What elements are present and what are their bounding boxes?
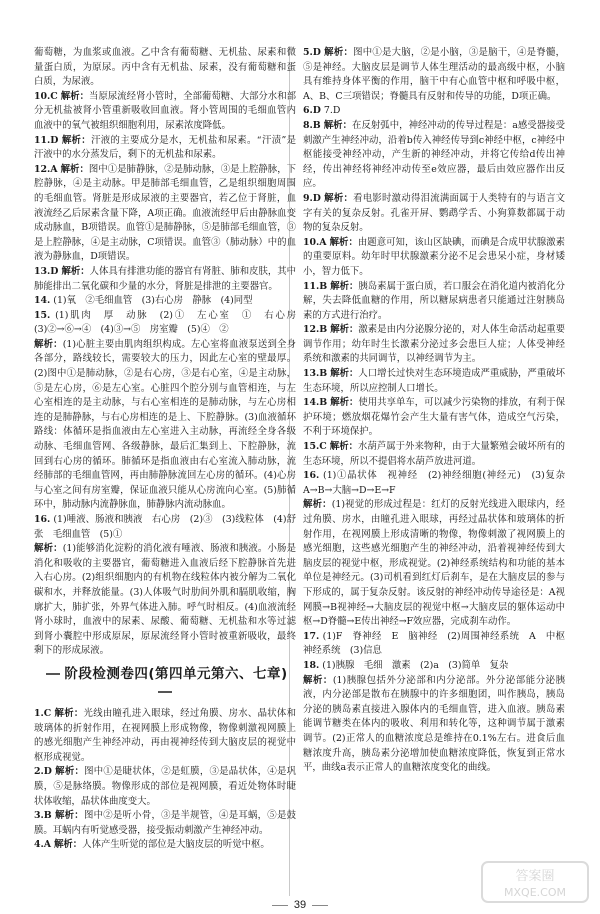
analysis-label: 解析： — [34, 338, 63, 350]
answer-text: 使用共享单车，可以减少污染物的排放，有利于保护环境；燃放烟花爆竹会产生大量有害气体，造成空气污染，不利于环境保护。 — [303, 397, 565, 438]
answer-item — [34, 163, 296, 265]
watermark-text-bottom: MXQE.COM — [504, 886, 566, 899]
answer-number: 14.B — [303, 397, 328, 409]
answer-number: 4.A — [34, 839, 52, 851]
analysis-label: 解析： — [54, 839, 83, 851]
answer-item — [34, 338, 296, 513]
answer-number: 1.C — [34, 707, 52, 719]
answer-item — [303, 280, 565, 324]
answer-number: 6.D — [303, 105, 321, 117]
analysis-label: 解析： — [324, 192, 354, 204]
answer-item — [34, 309, 306, 338]
answer-number: 12.B — [303, 324, 328, 336]
answer-item — [34, 265, 296, 294]
answer-text: 看电影时激动得泪流满面属于人类特有的与语言文字有关的复杂反射。孔雀开屏、鹦鹉学舌、小狗算数都属于动物的复杂反射。 — [303, 192, 565, 234]
answer-item — [303, 104, 565, 119]
analysis-label: 解析： — [329, 236, 358, 248]
analysis-label: 解析： — [323, 119, 353, 131]
answer-item — [303, 469, 575, 498]
answer-number: 3.B — [34, 810, 52, 822]
answer-item — [34, 765, 296, 809]
answer-item — [303, 630, 565, 659]
answer-text: (1)F 脊神经 E 脑神经 (2)周围神经系统 A 中枢神经系统 (3)信息 — [303, 630, 565, 657]
analysis-label: 解析： — [55, 766, 85, 778]
answer-number: 9.D — [303, 192, 321, 204]
answer-text: (1)胰腺包括外分泌部和内分泌部。外分泌部能分泌胰液，内分泌部是散布在胰腺中的许多细胞团，叫作胰岛，胰岛分泌的胰岛素直接进入腺体内的毛细血管，进入血液。胰岛素能调节糖类在体内的吸收、利用和转化等，这种调节属于激素调节。(2)正常人的血糖浓度总是维持在0.1%左右。进食后血糖浓度升高，胰岛素分泌增加使血糖浓度降低，恢复到正常水平，曲线a表示正常人的血糖浓度变化的曲线。 — [303, 674, 565, 774]
answer-text: (1)氧 ②毛细血管 (3)右心房 静脉 (4)同型 — [53, 295, 253, 307]
answer-number: 17. — [303, 630, 320, 642]
answer-number: 15.C — [303, 441, 327, 453]
analysis-label: 解析： — [303, 674, 333, 686]
answer-item — [303, 119, 565, 192]
answer-number: 15. — [34, 309, 51, 321]
answer-number: 10.A — [303, 236, 327, 248]
analysis-label: 解析： — [330, 397, 359, 409]
answer-text: (1)能够消化淀粉的消化液有唾液、肠液和胰液。小肠是消化和吸收的主要器官，葡萄糖进入血液后经下腔静脉首先进入右心房。(2)组织细胞内的有机物在线粒体内被分解为二氧化碳和水，并释放能量。(3)人体吸气时肋间外肌和膈肌收缩，胸廓扩大，肺扩张，外界气体进入肺。呼气时相反。(4)血液流经肾小球时，血液中的尿素、尿酸、葡萄糖、无机盐和水等过滤到肾小囊腔中形成原尿，原尿流经肾小管时被重新吸收，最终剩下的形成尿液。 — [34, 543, 296, 657]
analysis-label: 解析： — [54, 810, 84, 822]
answer-number: 16. — [303, 470, 320, 482]
analysis-label: 解析： — [34, 543, 63, 555]
analysis-label: 解析： — [330, 368, 359, 380]
analysis-label: 解析： — [330, 280, 359, 292]
analysis-label: 解析： — [324, 47, 354, 58]
answer-number: 5.D — [303, 47, 321, 58]
watermark-text-top: 答案圈 — [515, 869, 555, 884]
answer-item — [303, 236, 565, 280]
watermark-logo — [480, 858, 590, 906]
answer-text: 图中②是听小骨，③是半规管，④是耳蜗，⑤是鼓膜。耳蜗内有听觉感受器，接受振动刺激产生神经冲动。 — [34, 810, 296, 836]
answer-item — [303, 367, 565, 396]
answer-text: (1)唾液、肠液和胰液 右心房 (2)③ (3)线粒体 (4)舒张 毛细血管 (5)① — [34, 514, 297, 540]
answer-number: 14. — [34, 295, 51, 307]
answer-item — [303, 659, 565, 674]
answer-number: 13.D — [34, 265, 59, 277]
answer-text: 图中①是肺静脉，②是肺动脉，③是上腔静脉，下腔静脉，④是主动脉。甲是肺部毛细血管，乙是组织细胞周围的毛细血管。肾脏是形成尿液的主要器官，若乙位于肾脏，血液流经乙后尿素含量下降，A项正确。血液流经甲后由静脉血变成动脉血，B项错误。血管①是肺静脉，⑤是肺部毛细血管，③是上腔静脉，④是主动脉，C项错误。血管③（肺动脉）中的血液为静脉血，D项错误。 — [34, 163, 296, 263]
answer-text: 在反射弧中，神经冲动的传导过程是：a感受器接受刺激产生神经冲动，沿着b传入神经传导到c神经中枢，c神经中枢能接受神经冲动，产生新的神经冲动，并将它传给d传出神经，传出神经将神经冲动传至e效应器，最后由效应器作出反应。 — [303, 119, 565, 190]
answer-text: 激素是由内分泌腺分泌的，对人体生命活动起重要调节作用；幼年时生长激素分泌过多会患巨人症；人体受神经系统和激素的共同调节，以神经调节为主。 — [303, 324, 565, 365]
answer-text: (1)①晶状体 视神经 (2)神经细胞(神经元) (3)复杂 A→B→大脑→D→E→F — [303, 470, 575, 496]
answer-item — [303, 396, 565, 440]
answer-item — [303, 674, 565, 776]
answer-item — [303, 46, 565, 104]
page-number-text: 39 — [293, 899, 307, 911]
answer-text: (1)肌肉 厚 动脉 (2)① 左心室 ① 右心房 (3)②→⑥→④ (4)③→⑤ 房室瓣 (5)④ ② — [34, 309, 306, 336]
analysis-label: 解析： — [54, 707, 84, 719]
answer-item — [303, 192, 565, 236]
answer-text: 图中①是睫状体，②是虹膜，③是晶状体，④是巩膜，⑤是脉络膜。物像形成的部位是视网膜，看近处物体时睫状体收缩，晶状体曲度变大。 — [34, 766, 296, 807]
analysis-label: 解析： — [60, 90, 90, 102]
section-title: 阶段检测卷四(第四单元第六、七章) — [34, 665, 296, 701]
answer-text: 由题意可知，该山区缺碘，而碘是合成甲状腺激素的重要原料。幼年时甲状腺激素分泌不足会患呆小症，身材矮小，智力低下。 — [303, 236, 565, 277]
answer-item — [34, 294, 296, 309]
answer-text: (1)胰腺 毛细 激素 (2)a (3)简单 复杂 — [322, 659, 509, 671]
answer-item — [303, 323, 565, 367]
answer-text: 汗液的主要成分是水，无机盐和尿素。“汗渍”是汗液中的水分蒸发后，剩下的无机盐和尿素。 — [34, 134, 296, 161]
answer-item — [34, 513, 296, 542]
analysis-label: 解析： — [330, 324, 359, 336]
answer-number: 16. — [34, 514, 51, 525]
analysis-label: 解析： — [303, 499, 332, 511]
answer-number: 8.B — [303, 119, 321, 131]
answer-text: 人体具有排泄功能的器官有肾脏、肺和皮肤，其中肺能排出二氧化碳和少量的水分，肾脏是排泄的主要器官。 — [34, 265, 296, 292]
answer-text: 7.D — [323, 105, 341, 117]
answer-item — [34, 134, 296, 163]
answer-number: 11.B — [303, 280, 328, 292]
answer-item — [34, 707, 296, 765]
answer-text: 人口增长过快对生态环境造成严重威胁，严重破坏生态环境，所以应控制人口增长。 — [303, 368, 565, 394]
answer-number: 11.D — [34, 134, 59, 146]
analysis-label: 解析： — [61, 265, 90, 277]
analysis-label: 解析： — [60, 163, 89, 175]
answer-item — [34, 542, 296, 659]
answer-text: 图中①是大脑，②是小脑，③是脑干，④是脊髓，⑤是神经。大脑皮层是调节人体生理活动的最高级中枢，小脑具有维持身体平衡的作用，脑干中有心血管中枢和呼吸中枢，A、B、C三项错误；脊髓具有反射和传导的功能，D项正确。 — [303, 47, 565, 102]
answer-text: 水葫芦属于外来物种，由于大量繁殖会破坏所有的生态环境，所以不提倡将水葫芦放进河道。 — [303, 441, 565, 467]
answer-number: 18. — [303, 659, 320, 671]
answer-item — [303, 440, 565, 469]
answer-text: 光线由瞳孔进入眼球，经过角膜、房水、晶状体和玻璃体的折射作用，在视网膜上形成物像，物像刺激视网膜上的感光细胞产生神经冲动，再由视神经传到大脑皮层的视觉中枢形成视觉。 — [34, 707, 296, 763]
answer-text: 胰岛素属于蛋白质，若口服会在消化道内被消化分解，失去降低血糖的作用，所以糖尿病患者只能通过注射胰岛素的方式进行治疗。 — [303, 280, 565, 321]
answer-text: (1)心脏主要由肌肉组织构成。左心室将血液泵送到全身各部分，路线较长，需要较大的压力，因此左心室的壁最厚。(2)图中①是肺动脉，②是右心房，③是右心室，④是主动脉，⑤是左心房，⑥是左心室。心脏四个腔分别与血管相连，与左心室相连的是主动脉，与右心室相连的是肺动脉，与左心房相连的是肺静脉，与右心房相连的是上、下腔静脉。(3)血液循环路线：体循环是指血液由左心室进入主动脉，再流经全身各级动脉、毛细血管网、各级静脉，最后汇集到上、下腔静脉，流回到右心房的循环。肺循环是指血液由右心室流入肺动脉，流经肺部的毛细血管网，再由肺静脉流回左心房的循环。(4)心房与心室之间有房室瓣，保证血液只能从心房流向心室。(5)肺循环中，肺动脉内流静脉血，肺静脉内流动脉血。 — [34, 338, 296, 511]
answer-number: 12.A — [34, 163, 58, 175]
answer-number: 10.C — [34, 90, 58, 102]
analysis-label: 解析： — [61, 134, 92, 146]
answer-item — [34, 809, 296, 838]
left-column — [34, 46, 306, 853]
answer-item — [303, 498, 565, 629]
answer-item — [34, 90, 296, 134]
answer-text: 人体产生听觉的部位是大脑皮层的听觉中枢。 — [82, 839, 270, 851]
right-column — [303, 46, 575, 776]
answer-text: 葡萄糖，为血浆或血液。乙中含有葡萄糖、无机盐、尿素和微量蛋白质，为原尿。丙中含有无机盐、尿素，没有葡萄糖和蛋白质，为尿液。 — [34, 47, 296, 88]
answer-number: 13.B — [303, 368, 328, 380]
answer-item — [34, 46, 296, 90]
analysis-label: 解析： — [329, 441, 359, 453]
answer-item — [34, 838, 296, 853]
answer-text: (1)视觉的形成过程是：红灯的反射光线进入眼球内，经过角膜、房水，由瞳孔进入眼球，再经过晶状体和玻璃体的折射作用，在视网膜上形成清晰的物像，物像刺激了视网膜上的感光细胞，这些感光细胞产生的神经冲动，沿着视神经传到大脑皮层的视觉中枢，形成视觉。(2)神经系统结构和功能的基本单位是神经元。(3)司机看到红灯后刹车，是在大脑皮层的参与下形成的，属于复杂反射。该反射的神经冲动传导途径是：A视网膜→B视神经→大脑皮层的视觉中枢→大脑皮层的躯体运动中枢→D脊髓→E传出神经→F效应器，完成刹车动作。 — [303, 499, 565, 628]
answer-text: 当原尿流经肾小管时，全部葡萄糖、大部分水和部分无机盐被肾小管重新吸收回血液。肾小管周围的毛细血管内血液中的氧气被组织细胞利用，尿素浓度降低。 — [34, 90, 296, 131]
answer-number: 2.D — [34, 766, 52, 778]
